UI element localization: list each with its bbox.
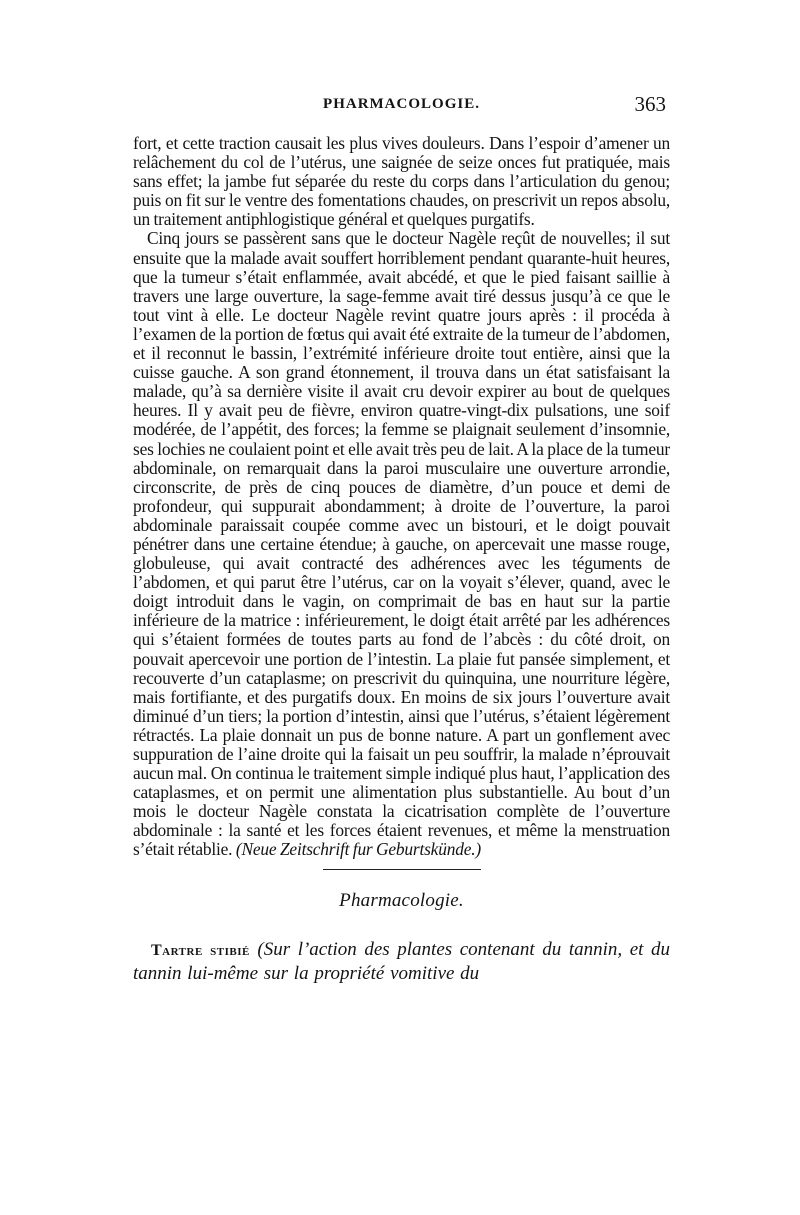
article-lead: Tartre stibié (151, 941, 250, 959)
running-head (133, 92, 670, 122)
section-heading: Pharmacologie. (339, 889, 464, 911)
paragraph-continuation: fort, et cette traction causait les plus vives douleurs. Dans l’espoir d’amener un relâchement du col de l’utérus, une saignée de seize onces fut pratiquée, mais sans effet; la jambe fut séparée du reste du corps dans l’articulation du genou; puis on fit sur le ventre des fomentations chaudes, on prescrivit un repos absolu, un traitement antiphlogistique général et quelques purgatifs. (133, 133, 670, 230)
section-divider (323, 869, 481, 870)
article-start (133, 938, 670, 985)
body-text (133, 134, 670, 860)
page (133, 92, 670, 1004)
paragraph-case-report (133, 229, 670, 859)
article-title: (Sur l’action des plantes contenant du tannin, et du tannin lui-même sur la propriété vomitive du (133, 938, 670, 984)
running-title: PHARMACOLOGIE. (323, 96, 480, 112)
paragraph-case-report-text: Cinq jours se passèrent sans que le docteur Nagèle reçût de nouvelles; il sut ensuite que la malade avait souffert horriblement pendant quarante-huit heures, que la tumeur s’était enflammée, avait abcédé, et que le pied faisant saillie à travers une large ouverture, la sage-femme avait tiré dessus jusqu’à ce que le tout vint à elle. Le docteur Nagèle revint quatre jours après : il procéda à l’examen de la portion de fœtus qui avait été extraite de la tumeur de l’abdomen, et il reconnut le bassin, l’extrémité inférieure droite tout entière, ainsi que la cuisse gauche. A son grand étonnement, il trouva dans un état satisfaisant la malade, qu’à sa dernière visite il avait cru devoir expirer au bout de quelques heures. Il y avait peu de fièvre, environ quatre-vingt-dix pulsations, une soif modérée, de l’appétit, des forces; la femme se plaignait seulement d’insomnie, ses lochies ne coulaient point et elle avait très peu de lait. A la place de la tumeur abdominale, on remarquait dans la paroi musculaire une ouverture arrondie, circonscrite, de près de cinq pouces de diamètre, d’un pouce et demi de profondeur, qui suppurait abondamment; à droite de l’ouverture, la paroi abdominale paraissait coupée comme avec un bistouri, et le doigt pouvait pénétrer dans une certaine étendue; à gauche, on apercevait une masse rouge, globuleuse, qui avait contracté des adhérences avec les téguments de l’abdomen, et qui parut être l’utérus, car on la voyait s’élever, quand, avec le doigt introduit dans le vagin, on comprimait de bas en haut sur la partie inférieure de la matrice : inférieurement, le doigt était arrêté par les adhérences qui s’étaient formées de toutes parts au fond de l’abcès : du côté droit, on pouvait apercevoir une portion de l’intestin. La plaie fut pansée simplement, et recouverte d’un cataplasme; on prescrivit du quinquina, une nourriture légère, mais fortifiante, et des purgatifs doux. En moins de six jours l’ouverture avait diminué d’un tiers; la portion d’intestin, ainsi que l’utérus, s’étaient légèrement rétractés. La plaie donnait un pus de bonne nature. A part un gonflement avec suppuration de l’aine droite qui la faisait un peu souffrir, la malade n’éprouvait aucun mal. On continua le traitement simple indiqué plus haut, l’application des cataplasmes, et on permit une alimentation plus substantielle. Au bout d’un mois le docteur Nagèle constata la cicatrisation complète de l’ouverture abdominale : la santé et les forces étaient revenues, et même la menstruation s’était rétablie. (133, 228, 671, 860)
page-number: 363 (634, 92, 666, 116)
source-citation: (Neue Zeitschrift fur Geburtskünde.) (235, 839, 481, 860)
